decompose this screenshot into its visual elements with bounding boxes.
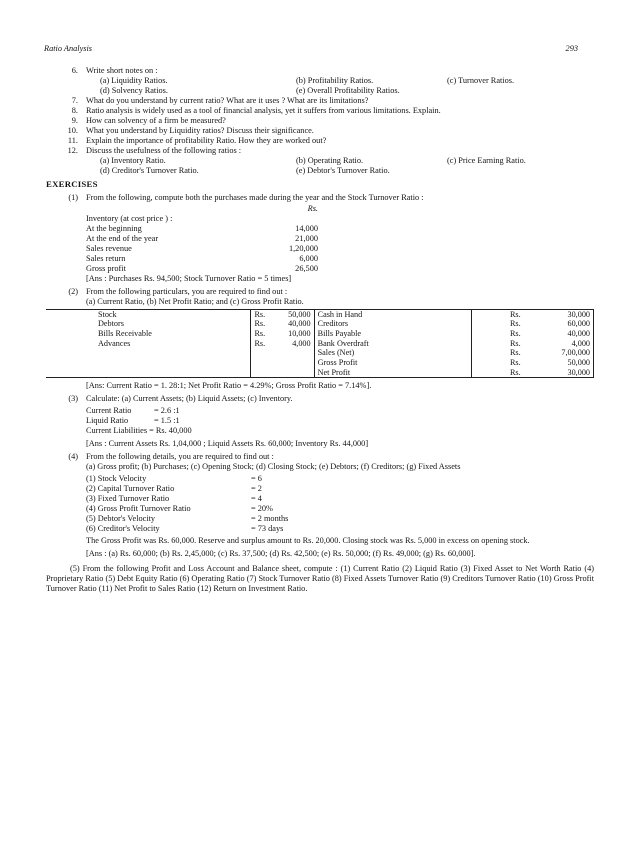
row-value: = 4 bbox=[251, 493, 262, 503]
page-header bbox=[44, 44, 578, 56]
question-item bbox=[46, 96, 594, 106]
option-text: (a) Inventory Ratio. bbox=[100, 155, 166, 165]
page-number: 293 bbox=[565, 44, 578, 53]
row-value: = 2 months bbox=[251, 513, 289, 523]
data-row bbox=[86, 426, 594, 436]
right-label: Sales (Net) bbox=[317, 348, 355, 358]
row-label: (2) Capital Turnover Ratio bbox=[86, 483, 175, 493]
right-value: 7,00,000 bbox=[548, 348, 594, 358]
exercise-4 bbox=[46, 452, 594, 559]
row-value: = 2.6 :1 bbox=[154, 406, 180, 416]
exercise-number: (4) bbox=[68, 451, 78, 461]
data-row bbox=[86, 264, 594, 274]
question-item bbox=[46, 126, 594, 136]
exercise-number: (2) bbox=[68, 286, 78, 296]
exercise-subtext: (a) Gross profit; (b) Purchases; (c) Opening Stock; (d) Closing Stock; (e) Debtors; (f) Creditors; (g) Fixed Assets bbox=[86, 461, 461, 471]
option-text: (a) Liquidity Ratios. bbox=[100, 75, 168, 85]
exercise-note: The Gross Profit was Rs. 60,000. Reserve and surplus amount to Rs. 20,000. Closing stock was Rs. 5,000 in excess on opening stock. bbox=[86, 535, 530, 545]
question-number: 6. bbox=[71, 66, 78, 75]
exercise-number: (3) bbox=[68, 394, 78, 404]
table-row bbox=[46, 329, 594, 339]
table-row bbox=[46, 319, 594, 329]
right-value: 30,000 bbox=[548, 368, 594, 378]
row-value: 1,20,000 bbox=[288, 243, 318, 253]
right-currency: Rs. bbox=[471, 339, 548, 349]
row-value: 21,000 bbox=[295, 233, 318, 243]
data-row bbox=[86, 244, 594, 254]
exercise-1 bbox=[46, 193, 594, 284]
question-item bbox=[46, 146, 594, 156]
left-value: 10,000 bbox=[275, 329, 314, 339]
given-values bbox=[86, 406, 594, 436]
table-row bbox=[46, 309, 594, 319]
row-label: Current Ratio bbox=[86, 406, 132, 416]
question-options bbox=[46, 166, 594, 176]
table-row bbox=[46, 348, 594, 358]
question-text: How can solvency of a firm be measured? bbox=[86, 115, 226, 125]
left-currency bbox=[251, 348, 275, 358]
left-value: 50,000 bbox=[275, 309, 314, 319]
row-label: (6) Creditor's Velocity bbox=[86, 523, 160, 533]
data-row bbox=[86, 514, 594, 524]
question-text: Discuss the usefulness of the following ratios : bbox=[86, 145, 242, 155]
left-value bbox=[275, 348, 314, 358]
right-currency: Rs. bbox=[471, 358, 548, 368]
row-value: = 20% bbox=[251, 503, 273, 513]
row-label: (3) Fixed Turnover Ratio bbox=[86, 493, 170, 503]
option-text: (c) Turnover Ratios. bbox=[447, 75, 515, 85]
data-row bbox=[86, 416, 594, 426]
question-options bbox=[46, 86, 594, 96]
option-text: (e) Overall Profitability Ratios. bbox=[296, 85, 400, 95]
option-text: (b) Operating Ratio. bbox=[296, 155, 364, 165]
table-row bbox=[46, 358, 594, 368]
question-item bbox=[46, 66, 594, 76]
question-options bbox=[46, 156, 594, 166]
right-currency: Rs. bbox=[471, 329, 548, 339]
data-row bbox=[86, 474, 594, 484]
left-currency: Rs. bbox=[251, 329, 275, 339]
left-label: Bills Receivable bbox=[98, 328, 152, 338]
left-currency: Rs. bbox=[251, 309, 275, 319]
data-row bbox=[86, 214, 594, 224]
left-label bbox=[46, 348, 251, 358]
row-value bbox=[282, 214, 318, 224]
given-values bbox=[86, 474, 594, 534]
exercise-text: From the following details, you are required to find out : bbox=[86, 451, 274, 461]
question-text: Ratio analysis is widely used as a tool of financial analysis, yet it suffers from various limitations. Explain. bbox=[86, 105, 441, 115]
row-label: (5) Debtor's Velocity bbox=[86, 513, 156, 523]
right-label: Bank Overdraft bbox=[317, 338, 369, 348]
exercise-2-answer-row bbox=[46, 380, 594, 391]
right-value: 40,000 bbox=[548, 329, 594, 339]
right-label: Bills Payable bbox=[317, 328, 362, 338]
right-value: 30,000 bbox=[548, 309, 594, 319]
left-label bbox=[46, 358, 251, 368]
left-value: 4,000 bbox=[275, 339, 314, 349]
exercise-number: (1) bbox=[68, 193, 78, 203]
row-value: 14,000 bbox=[295, 223, 318, 233]
question-list bbox=[46, 66, 594, 175]
particulars-table bbox=[46, 309, 594, 379]
question-text: What you understand by Liquidity ratios? Discuss their significance. bbox=[86, 125, 314, 135]
question-number: 9. bbox=[71, 115, 78, 125]
option-text: (c) Price Earning Ratio. bbox=[447, 155, 526, 165]
data-row bbox=[86, 504, 594, 514]
exercise-2 bbox=[46, 287, 594, 307]
question-options bbox=[46, 76, 594, 86]
question-item bbox=[46, 106, 594, 116]
question-item bbox=[46, 136, 594, 146]
left-currency: Rs. bbox=[251, 339, 275, 349]
data-row bbox=[86, 224, 594, 234]
left-value bbox=[275, 358, 314, 368]
question-number: 12. bbox=[67, 145, 78, 155]
option-text: (b) Profitability Ratios. bbox=[296, 75, 374, 85]
exercises-heading: EXERCISES bbox=[46, 179, 98, 190]
row-value bbox=[192, 426, 594, 436]
row-value: 26,500 bbox=[295, 263, 318, 273]
right-label: Gross Profit bbox=[317, 357, 358, 367]
option-text: (d) Creditor's Turnover Ratio. bbox=[100, 165, 199, 175]
exercise-answer: [Ans : Current Assets Rs. 1,04,000 ; Liquid Assets Rs. 60,000; Inventory Rs. 44,000] bbox=[86, 438, 369, 448]
left-currency bbox=[251, 368, 275, 378]
data-row bbox=[86, 494, 594, 504]
row-label: (1) Stock Velocity bbox=[86, 473, 147, 483]
exercise-subtext: (a) Current Ratio, (b) Net Profit Ratio; and (c) Gross Profit Ratio. bbox=[86, 296, 304, 306]
left-label: Advances bbox=[98, 338, 131, 348]
exercise-text: From the following, compute both the purchases made during the year and the Stock Turnover Ratio : bbox=[86, 193, 424, 203]
right-currency: Rs. bbox=[471, 319, 548, 329]
exercise-5-text: (5) From the following Profit and Loss Account and Balance sheet, compute : (1) Current Ratio (2) Liquid Ratio (3) Fixed Asset to Net Worth Ratio (4) Proprietary Ratio (5) Debt Equity Ratio (6) Operating Ratio (7) Stock Turnover Ratio (8) Fixed Assets Turnover Ratio (9) Creditors Turnover Ratio (10) Gross Profit Turnover Ratio (11) Net Profit to Sales Ratio (12) Return on Investment Ratio. bbox=[46, 564, 595, 594]
row-label: At the beginning bbox=[86, 223, 142, 233]
question-number: 8. bbox=[71, 105, 78, 115]
option-text bbox=[447, 86, 594, 96]
currency-heading: Rs. bbox=[307, 203, 318, 213]
row-value: = 6 bbox=[251, 473, 262, 483]
row-label: At the end of the year bbox=[86, 233, 159, 243]
page-content bbox=[46, 66, 594, 603]
question-item bbox=[46, 116, 594, 126]
left-label: Stock bbox=[98, 309, 117, 319]
row-value: = 73 days bbox=[251, 523, 284, 533]
left-currency bbox=[251, 358, 275, 368]
right-label: Net Profit bbox=[317, 367, 351, 377]
data-row bbox=[86, 254, 594, 264]
exercise-3 bbox=[46, 394, 594, 449]
option-text: (e) Debtor's Turnover Ratio. bbox=[296, 165, 390, 175]
currency-heading-row bbox=[86, 204, 594, 214]
right-currency: Rs. bbox=[471, 368, 548, 378]
row-label: Liquid Ratio bbox=[86, 416, 129, 426]
data-row bbox=[86, 406, 594, 416]
table-row bbox=[46, 339, 594, 349]
row-label: Sales return bbox=[86, 253, 126, 263]
row-value: 6,000 bbox=[299, 253, 318, 263]
left-label bbox=[46, 368, 251, 378]
question-text: What do you understand by current ratio? What are it uses ? What are its limitations? bbox=[86, 95, 369, 105]
right-currency: Rs. bbox=[471, 309, 548, 319]
row-label: Current Liabilities = Rs. 40,000 bbox=[86, 426, 192, 436]
question-number: 7. bbox=[71, 95, 78, 105]
option-text: (d) Solvency Ratios. bbox=[100, 85, 168, 95]
question-text: Explain the importance of profitability Ratio. How they are worked out? bbox=[86, 135, 327, 145]
exercise-answer: [Ans : (a) Rs. 60,000; (b) Rs. 2,45,000; (c) Rs. 37,500; (d) Rs. 42,500; (e) Rs. 50,000; (f) Rs. 49,000; (g) Rs. 60,000]. bbox=[86, 548, 476, 558]
left-value bbox=[275, 368, 314, 378]
data-row bbox=[86, 234, 594, 244]
exercise-answer: [Ans: Current Ratio = 1. 28:1; Net Profit Ratio = 4.29%; Gross Profit Ratio = 7.14%]. bbox=[86, 381, 372, 391]
right-value: 4,000 bbox=[548, 339, 594, 349]
right-label: Cash in Hand bbox=[317, 309, 363, 319]
table-row bbox=[46, 368, 594, 378]
question-text: Write short notes on : bbox=[86, 66, 158, 75]
left-value: 40,000 bbox=[275, 319, 314, 329]
right-value: 50,000 bbox=[548, 358, 594, 368]
exercise-text: From the following particulars, you are required to find out : bbox=[86, 286, 288, 296]
question-number: 11. bbox=[67, 135, 78, 145]
question-number: 10. bbox=[67, 125, 78, 135]
option-text bbox=[447, 166, 594, 176]
left-label: Debtors bbox=[98, 319, 124, 329]
right-value: 60,000 bbox=[548, 319, 594, 329]
row-value: = 2 bbox=[251, 483, 262, 493]
exercise-text: Calculate: (a) Current Assets; (b) Liquid Assets; (c) Inventory. bbox=[86, 394, 293, 404]
running-title: Ratio Analysis bbox=[44, 44, 93, 53]
row-label: Inventory (at cost price ) : bbox=[86, 213, 173, 223]
right-label: Creditors bbox=[317, 319, 349, 329]
left-currency: Rs. bbox=[251, 319, 275, 329]
data-row bbox=[86, 484, 594, 494]
row-value: = 1.5 :1 bbox=[154, 416, 180, 426]
row-label: Sales revenue bbox=[86, 243, 132, 253]
data-row bbox=[86, 524, 594, 534]
row-label: (4) Gross Profit Turnover Ratio bbox=[86, 503, 191, 513]
row-label: Gross profit bbox=[86, 263, 126, 273]
exercise-answer: [Ans : Purchases Rs. 94,500; Stock Turnover Ratio = 5 times] bbox=[86, 273, 292, 283]
right-currency: Rs. bbox=[471, 348, 548, 358]
